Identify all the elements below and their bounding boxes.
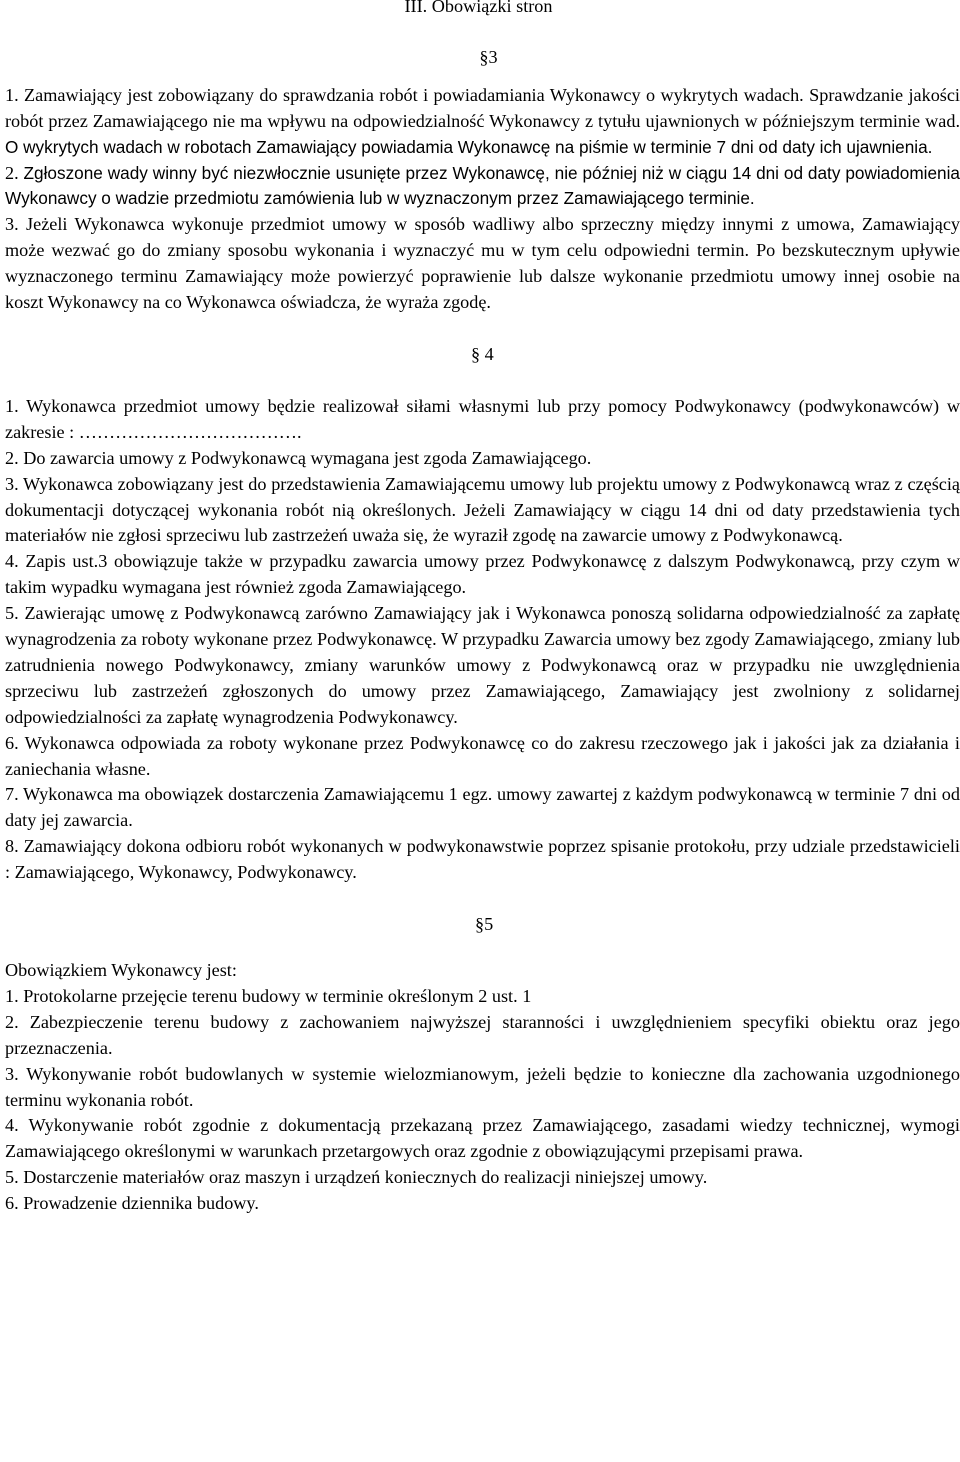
s5-intro: Obowiązkiem Wykonawcy jest:: [5, 960, 237, 980]
s5-list: [5, 984, 960, 1217]
paragraph-mark-3: §3: [479, 46, 498, 67]
s4-item-2: 2. Do zawarcia umowy z Podwykonawcą wymagana jest zgoda Zamawiającego.: [5, 447, 592, 468]
paragraph-mark-5: §5: [475, 914, 494, 935]
s5-item-1: 1. Protokolarne przejęcie terenu budowy w terminie określonym 2 ust. 1: [5, 985, 532, 1006]
s5-item-4: 4. Wykonywanie robót zgodnie z dokumentacją przekazaną przez Zamawiającego, zasadami wiedzy technicznej, wymogi Zamawiającego określonymi w warunkach przetargowych oraz zgodnie z obowiązującymi przepisami prawa.: [5, 1115, 960, 1162]
s5-item-5: 5. Dostarczenie materiałów oraz maszyn i urządzeń koniecznych do realizacji niniejszej umowy.: [5, 1167, 708, 1188]
s3-item-2-text: Zgłoszone wady winny być niezwłocznie usunięte przez Wykonawcę, nie później niż w ciągu 14 dni od daty powiadomienia Wykonawcy o wadzie przedmiotu zamówienia lub w wyznaczonym przez Zamawiającego terminie.: [5, 162, 960, 209]
s5-item-6: 6. Prowadzenie dziennika budowy.: [5, 1193, 259, 1214]
s5-item-3: 3. Wykonywanie robót budowlanych w systemie wielozmianowym, jeżeli będzie to konieczne dla zachowania uzgodnionego terminu wykonania robót.: [5, 1063, 960, 1110]
s4-item-5: 5. Zawierając umowę z Podwykonawcą zarówno Zamawiający jak i Wykonawca ponoszą solidarna odpowiedzialność za zapłatę wynagrodzenia za roboty wykonane przez Podwykonawcę. W przypadku Zawarcia umowy bez zgody Zamawiającego, zmiany lub zatrudnienia nowego Podwykonawcy, zmiany warunków umowy z Podwykonawcą oraz w przypadku nie uwzględnienia sprzeciwu lub zastrzeżeń zgłoszonych do umowy przez Zamawiającego, Zamawiający jest zwolniony z solidarnej odpowiedzialności za zapłatę wynagrodzenia Podwykonawcy.: [5, 603, 960, 727]
paragraph-mark-4: § 4: [471, 343, 494, 364]
s3-item-2-number: 2.: [5, 162, 19, 183]
section-heading: III. Obowiązki stron: [404, 0, 553, 16]
s4-item-1: 1. Wykonawca przedmiot umowy będzie realizował siłami własnymi lub przy pomocy Podwykonawcy (podwykonawców) w zakresie : ……………………………….: [5, 395, 960, 442]
document-page: [5, 0, 960, 1217]
s4-item-6: 6. Wykonawca odpowiada za roboty wykonane przez Podwykonawcę co do zakresu rzeczowego jak i jakości jak za działania i zaniechania własne.: [5, 732, 960, 779]
s3-item-1: [5, 83, 960, 161]
s4-item-3: 3. Wykonawca zobowiązany jest do przedstawienia Zamawiającemu umowy lub projektu umowy z Podwykonawcą wraz z częścią dokumentacji dotyczącej wykonania robót nią określonych. Jeżeli Zamawiający w ciągu 14 dni od daty przedstawienia tych materiałów nie zgłosi sprzeciwu lub zastrzeżeń uważa się, że wyraził zgodę na zawarcie umowy z Podwykonawcą.: [5, 473, 960, 546]
s5-item-2: 2. Zabezpieczenie terenu budowy z zachowaniem najwyższej staranności i uwzględnieniem specyfiki obiektu oraz jego przeznaczenia.: [5, 1011, 960, 1058]
s4-item-8: 8. Zamawiający dokona odbioru robót wykonanych w podwykonawstwie poprzez spisanie protokołu, przy udziale przedstawicieli : Zamawiającego, Wykonawcy, Podwykonawcy.: [5, 836, 960, 883]
s4-item-4: 4. Zapis ust.3 obowiązuje także w przypadku zawarcia umowy przez Podwykonawcę z dalszym Podwykonawcą, przy czym w takim wypadku wymagana jest również zgoda Zamawiającego.: [5, 551, 960, 598]
s4-list: [5, 394, 960, 886]
s3-item-1-text: 1. Zamawiający jest zobowiązany do sprawdzania robót i powiadamiania Wykonawcy o wykrytych wadach. Sprawdzanie jakości robót przez Zamawiającego nie ma wpływu na odpowiedzialność Wykonawcy z tytułu ujawnionych w późniejszym terminie wad.: [5, 84, 960, 131]
s3-item-3: 3. Jeżeli Wykonawca wykonuje przedmiot umowy w sposób wadliwy albo sprzeczny między innymi z umowa, Zamawiający może wezwać go do zmiany sposobu wykonania i wyznaczyć mu w tym celu odpowiedni termin. Po bezskutecznym upływie wyznaczonego terminu Zamawiający może powierzyć poprawienie lub dalsze wykonanie przedmiotu umowy innej osobie na koszt Wykonawcy na co Wykonawca oświadcza, że wyraża zgodę.: [5, 214, 960, 313]
s3-item-1-sans-text: O wykrytych wadach w robotach Zamawiający powiadamia Wykonawcę na piśmie w terminie 7 dni od daty ich ujawnienia.: [5, 136, 933, 157]
s3-item-2: [5, 161, 960, 213]
s4-item-7: 7. Wykonawca ma obowiązek dostarczenia Zamawiającemu 1 egz. umowy zawartej z każdym podwykonawcą w terminie 7 dni od daty jej zawarcia.: [5, 784, 960, 831]
